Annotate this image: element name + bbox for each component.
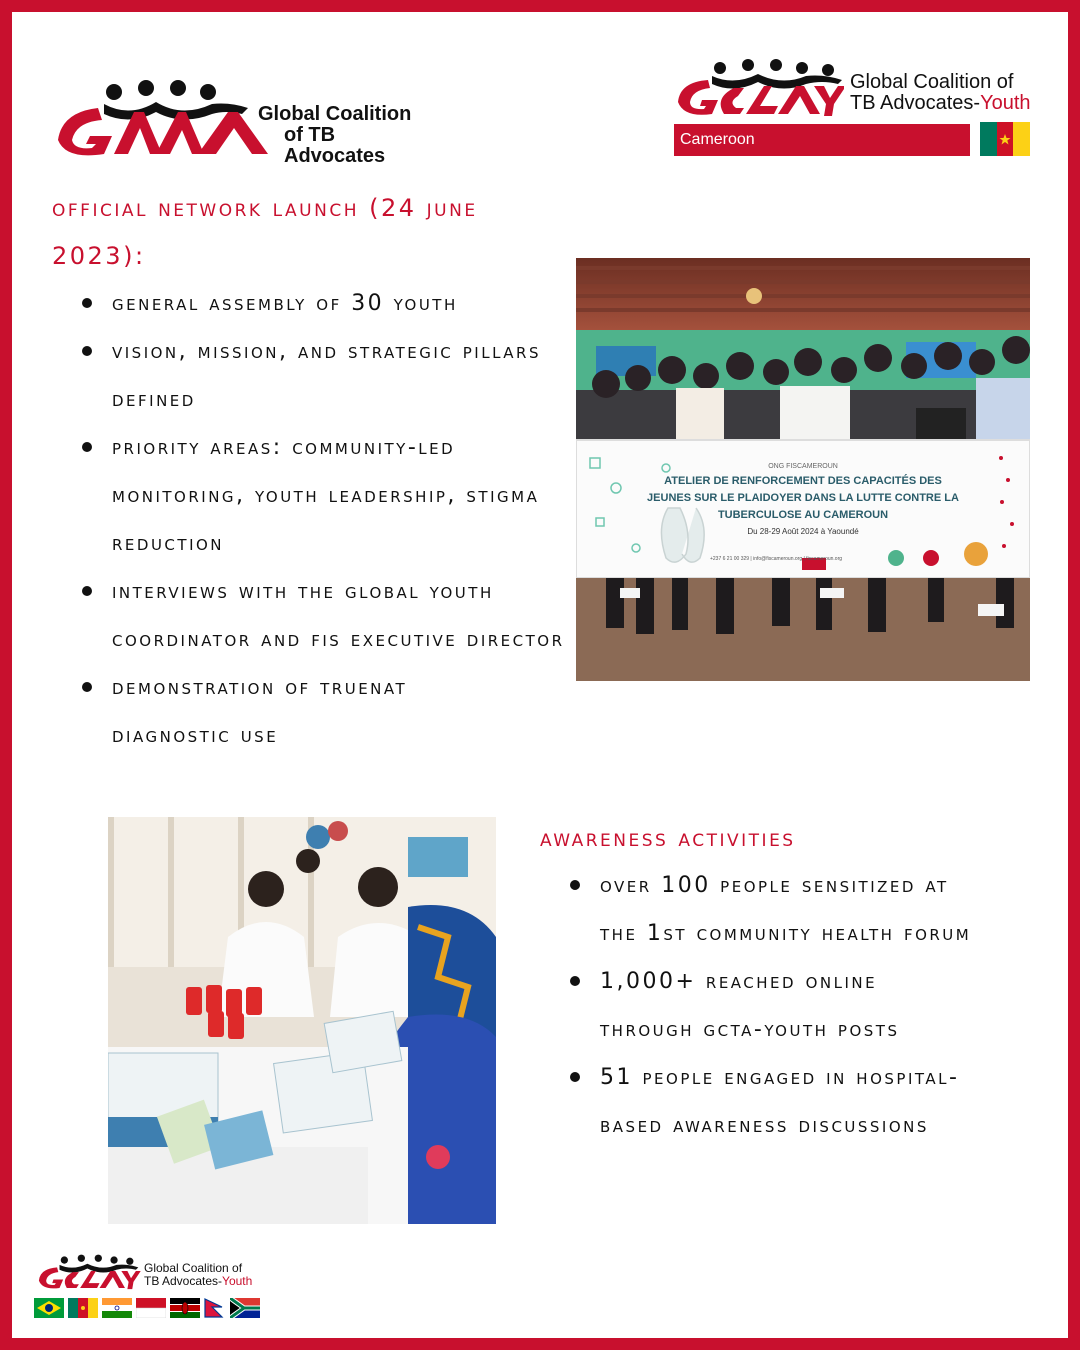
footer-logo-youth: Youth <box>222 1273 253 1288</box>
footer-logo-line1: Global Coalition of <box>144 1261 243 1275</box>
booth-photo-image <box>108 817 496 1224</box>
country-label: Cameroon <box>680 131 755 148</box>
gcta-logo-line2: of TB Advocates <box>284 124 386 167</box>
launch-bullet: interviews with the global youth coordinator and fis executive director <box>84 568 584 664</box>
gcta-youth-logo <box>674 58 1034 168</box>
launch-bullet: priority areas: community-led monitoring, youth leadership, stigma reduction <box>84 424 562 568</box>
footer-logo-line2a: TB Advocates- <box>144 1273 223 1288</box>
launch-bullet: general assembly of 30 youth <box>84 280 584 328</box>
gcta-logo <box>52 78 432 168</box>
launch-bullet: vision, mission, and strategic pillars defined <box>84 328 542 424</box>
gcta-youth-logo-youth: Youth <box>980 92 1031 114</box>
gcta-youth-logo-line1: Global Coalition of <box>850 71 1014 93</box>
launch-bullet-list <box>84 280 584 760</box>
awareness-bullet: 1,000+ reached online through gcta-youth posts <box>572 958 960 1054</box>
gcta-logo-line1: Global Coalition <box>258 103 412 125</box>
gcta-youth-logo-mark-icon <box>674 58 844 124</box>
awareness-heading: awareness activities <box>540 824 796 852</box>
footer-logo-mark-icon <box>34 1254 142 1294</box>
banner-org: ONG FISCAMEROUN <box>768 463 838 470</box>
indonesia-flag-icon <box>136 1298 166 1318</box>
kenya-flag-icon <box>170 1298 200 1318</box>
banner-dates: Du 28-29 Août 2024 à Yaoundé <box>747 527 859 536</box>
group-photo-image <box>576 258 1030 681</box>
launch-heading: official network launch (24 june 2023): <box>52 194 478 270</box>
cameroon-flag-small-icon <box>68 1298 98 1318</box>
banner-title-line2: JEUNES SUR LE PLAIDOYER DANS LA LUTTE CONTRE LA <box>647 492 959 504</box>
india-flag-icon <box>102 1298 132 1318</box>
awareness-bullet-list <box>572 862 992 1150</box>
gcta-logo-mark-icon <box>52 78 272 168</box>
awareness-booth-photo <box>108 817 496 1224</box>
footer-gcta-youth-logo <box>34 1254 274 1320</box>
nepal-flag-icon <box>204 1298 226 1318</box>
cameroon-flag-icon <box>980 122 1030 156</box>
page <box>12 12 1068 1338</box>
south-africa-flag-icon <box>230 1298 260 1318</box>
awareness-bullet: over 100 people sensitized at the 1st community health forum <box>572 862 992 958</box>
country-bar <box>674 124 970 156</box>
awareness-bullet: 51 people engaged in hospital-based awareness discussions <box>572 1054 1010 1150</box>
group-banner-photo <box>576 258 1030 681</box>
banner-title-line1: ATELIER DE RENFORCEMENT DES CAPACITÉS DES <box>664 475 942 487</box>
banner-title-line3: TUBERCULOSE AU CAMEROUN <box>717 509 889 521</box>
country-flags <box>34 1298 274 1318</box>
launch-bullet: demonstration of truenat diagnostic use <box>84 664 532 760</box>
gcta-youth-logo-line2a: TB Advocates- <box>850 92 981 114</box>
brazil-flag-icon <box>34 1298 64 1318</box>
banner-contact: +237 6 21 00 329 | info@fiscameroun.org | fiscameroun.org <box>709 556 843 562</box>
